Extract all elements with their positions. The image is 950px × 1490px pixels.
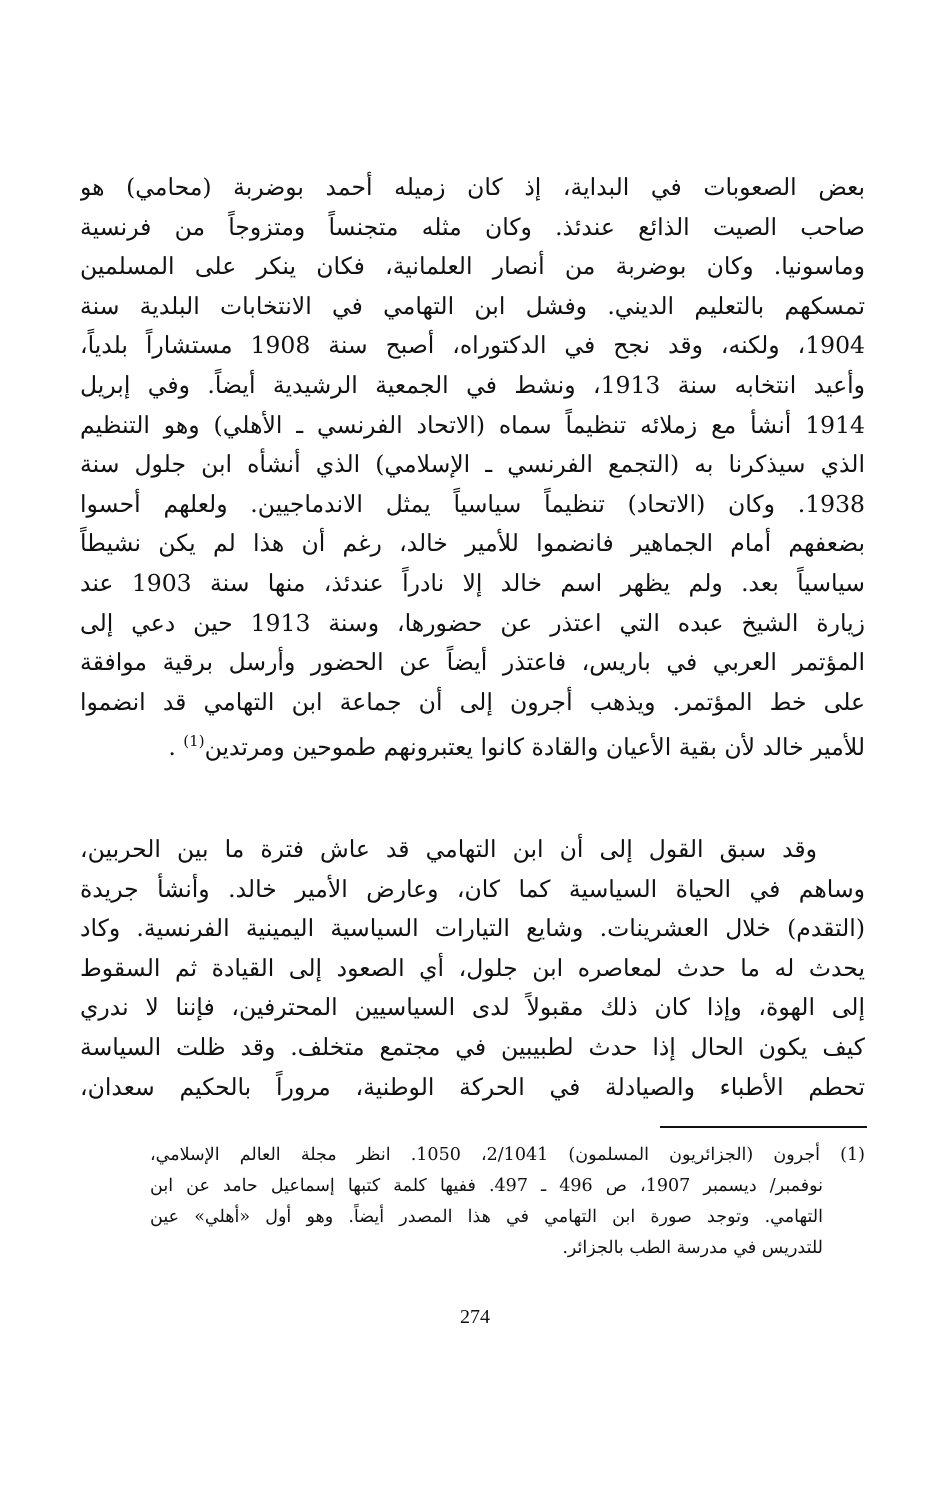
- text-line-last: [80, 722, 865, 762]
- text-line: وساهم في الحياة السياسية كما كان، وعارض الأمير خالد. وأنشأ جريدة: [80, 874, 865, 903]
- text-line: الذي سيذكرنا به (التجمع الفرنسي ـ الإسلامي) الذي أنشأه ابن جلول سنة: [80, 450, 865, 479]
- footnote-line: للتدريس في مدرسة الطب بالجزائر.: [562, 1238, 823, 1258]
- text-line: وماسونيا. وكان بوضربة من أنصار العلمانية، فكان ينكر على المسلمين: [80, 252, 865, 281]
- footnote-separator: [660, 1126, 867, 1128]
- text-line: سياسياً بعد. ولم يظهر اسم خالد إلا نادراً عندئذ، منها سنة 1903 عند: [80, 568, 865, 597]
- text-line: 1938. وكان (الاتحاد) تنظيماً سياسياً يمثل الاندماجيين. ولعلهم أحسوا: [80, 489, 865, 518]
- text-line: 1904، ولكنه، وقد نجح في الدكتوراه، أصبح سنة 1908 مستشاراً بلدياً،: [80, 331, 865, 360]
- text-line: تحطم الأطباء والصيادلة في الحركة الوطنية، مروراً بالحكيم سعدان،: [80, 1072, 865, 1101]
- text-line: يحدث له ما حدث لمعاصره ابن جلول، أي الصعود إلى القيادة ثم السقوط: [80, 953, 865, 982]
- footnote-reference[interactable]: (1): [183, 732, 205, 751]
- text-line: كيف يكون الحال إذا حدث لطبيبين في مجتمع متخلف. وقد ظلت السياسة: [80, 1032, 865, 1061]
- text-line: (التقدم) خلال العشرينات. وشايع التيارات السياسية اليمينية الفرنسية. وكاد: [80, 914, 865, 943]
- text-line: صاحب الصيت الذائع عندئذ. وكان مثله متجنساً ومتزوجاً من فرنسية: [80, 212, 865, 241]
- footnote-line: (1) أجرون (الجزائريون المسلمون) 2/1041، 1050. انظر مجلة العالم الإسلامي،: [150, 1145, 865, 1165]
- text-line: بضعفهم أمام الجماهير فانضموا للأمير خالد، رغم أن هذا لم يكن نشيطاً: [80, 529, 865, 558]
- body-paragraph-1: [80, 168, 865, 762]
- end-punctuation: .: [168, 733, 176, 762]
- text-line-content: للأمير خالد لأن بقية الأعيان والقادة كانوا يعتبرونهم طموحين ومرتدين: [204, 733, 865, 762]
- text-line: 1914 أنشأ مع زملائه تنظيماً سماه (الاتحاد الفرنسي ـ الأهلي) وهو التنظيم: [80, 410, 865, 439]
- body-paragraph-2: [80, 830, 865, 1107]
- text-line: زيارة الشيخ عبده التي اعتذر عن حضورها، وسنة 1913 حين دعي إلى: [80, 608, 865, 637]
- text-line: إلى الهوة، وإذا كان ذلك مقبولاً لدى السياسيين المحترفين، فإننا لا ندري: [80, 993, 865, 1022]
- footnote-line: التهامي. وتوجد صورة ابن التهامي في هذا المصدر أيضاً. وهو أول «أهلي» عين: [150, 1207, 823, 1227]
- text-line: وقد سبق القول إلى أن ابن التهامي قد عاش فترة ما بين الحربين،: [80, 835, 817, 863]
- footnote-line: نوفمبر/ ديسمبر 1907، ص 496 ـ 497. ففيها كلمة كتبها إسماعيل حامد عن ابن: [150, 1176, 823, 1196]
- text-line: بعض الصعوبات في البداية، إذ كان زميله أحمد بوضربة (محامي) هو: [80, 173, 865, 201]
- text-line: تمسكهم بالتعليم الديني. وفشل ابن التهامي في الانتخابات البلدية سنة: [80, 291, 865, 320]
- page-number: 274: [460, 1306, 490, 1328]
- footnote: [150, 1140, 865, 1264]
- text-line: المؤتمر العربي في باريس، فاعتذر أيضاً عن الحضور وأرسل برقية موافقة: [80, 648, 865, 677]
- text-line: على خط المؤتمر. ويذهب أجرون إلى أن جماعة ابن التهامي قد انضموا: [80, 687, 865, 716]
- text-line: وأعيد انتخابه سنة 1913، ونشط في الجمعية الرشيدية أيضاً. وفي إبريل: [80, 370, 865, 399]
